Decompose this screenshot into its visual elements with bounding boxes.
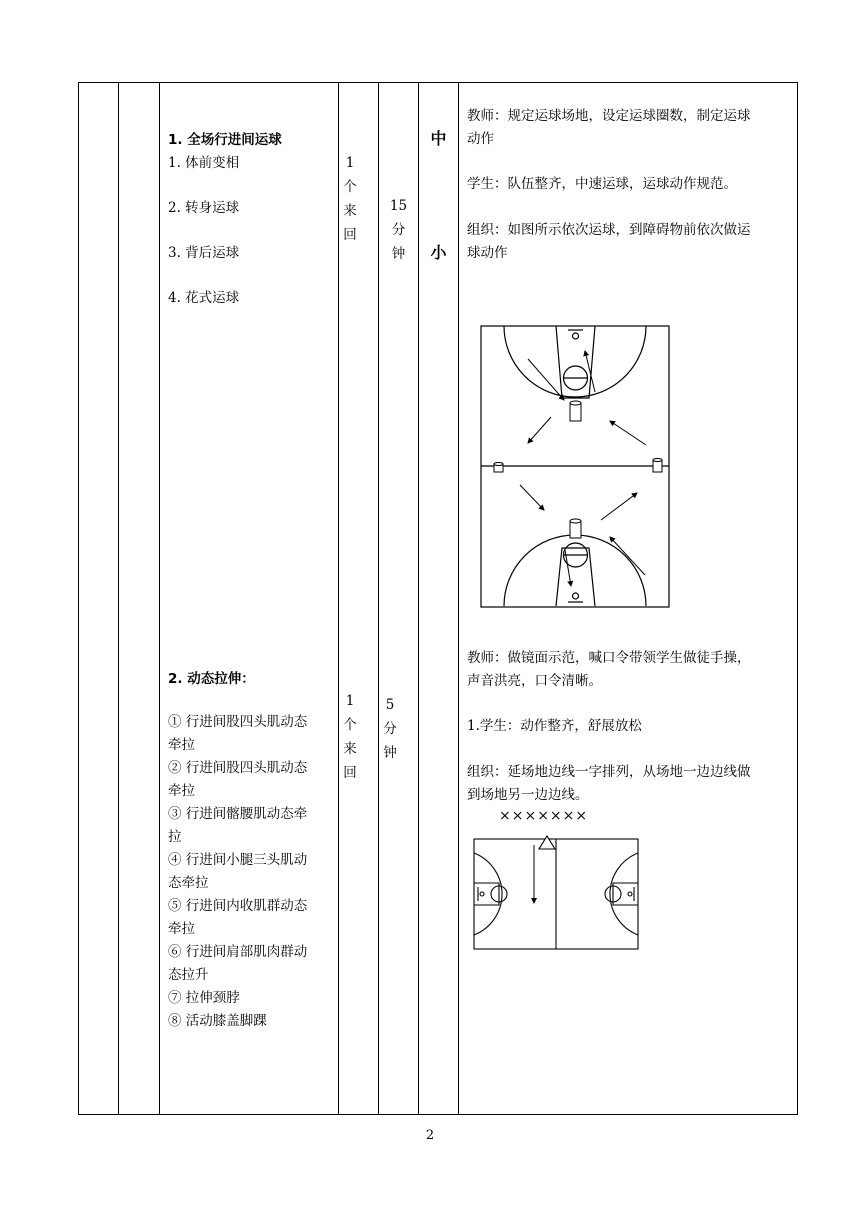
section2-item: 态拉升	[168, 967, 209, 983]
section1-item: 1. 体前变相	[168, 155, 240, 171]
methods1-teacher: 教师：规定运球场地，设定运球圈数，制定运球 动作	[467, 108, 751, 147]
section2-count: 1 个 来 回	[343, 693, 357, 781]
section2-item: ⑧ 活动膝盖脚踝	[168, 1013, 267, 1029]
section1-title: 1. 全场行进间运球	[168, 132, 282, 148]
intensity-medium: 中	[430, 129, 447, 148]
column-intensity	[419, 83, 459, 1115]
methods2-teacher: 教师：做镜面示范，喊口令带领学生做徒手操， 声音洪亮，口令清晰。	[467, 650, 751, 689]
column-blank-1	[79, 83, 119, 1115]
methods1-student: 学生：队伍整齐，中速运球，运球动作规范。	[467, 176, 737, 192]
section2-time: 5 分 钟	[383, 697, 397, 761]
section2-item: ⑦ 拉伸颈脖	[168, 990, 240, 1006]
column-blank-2	[119, 83, 160, 1115]
page-number: 2	[425, 1128, 435, 1143]
section1-item: 3. 背后运球	[168, 245, 240, 261]
methods2-student: 1.学生：动作整齐，舒展放松	[467, 718, 642, 734]
student-formation-marks: ×××××××	[499, 808, 589, 824]
column-methods	[459, 83, 798, 1115]
section2-item: ③ 行进间髂腰肌动态牵	[168, 806, 308, 822]
column-time	[379, 83, 419, 1115]
section1-item: 2. 转身运球	[168, 200, 240, 216]
section2-item: 拉	[168, 829, 182, 845]
methods1-organize: 组织：如图所示依次运球，到障碍物前依次做运 球动作	[467, 222, 751, 261]
column-count	[339, 83, 379, 1115]
lesson-plan-table	[78, 82, 798, 1115]
intensity-low: 小	[430, 243, 447, 262]
methods2-organize: 组织：延场地边线一字排列，从场地一边边线做 到场地另一边边线。	[467, 764, 751, 803]
full-court-diagram	[480, 325, 672, 609]
section2-item: ⑥ 行进间肩部肌肉群动	[168, 944, 308, 960]
section2-item: 牵拉	[168, 737, 195, 753]
section1-time: 15 分 钟	[389, 198, 408, 262]
section2-item: 牵拉	[168, 921, 195, 937]
section2-title: 2. 动态拉伸：	[168, 671, 255, 687]
section2-item: ⑤ 行进间内收肌群动态	[168, 898, 308, 914]
formation-court-diagram	[473, 835, 641, 950]
section2-item: 牵拉	[168, 783, 195, 799]
section2-item: 态牵拉	[168, 875, 209, 891]
section1-count: 1 个 来 回	[343, 155, 357, 243]
section2-item: ④ 行进间小腿三头肌动	[168, 852, 308, 868]
column-content	[160, 83, 339, 1115]
section2-item: ① 行进间股四头肌动态	[168, 714, 308, 730]
teacher-triangle-marker	[539, 836, 555, 849]
section2-item: ② 行进间股四头肌动态	[168, 760, 308, 776]
section1-item: 4. 花式运球	[168, 290, 240, 306]
